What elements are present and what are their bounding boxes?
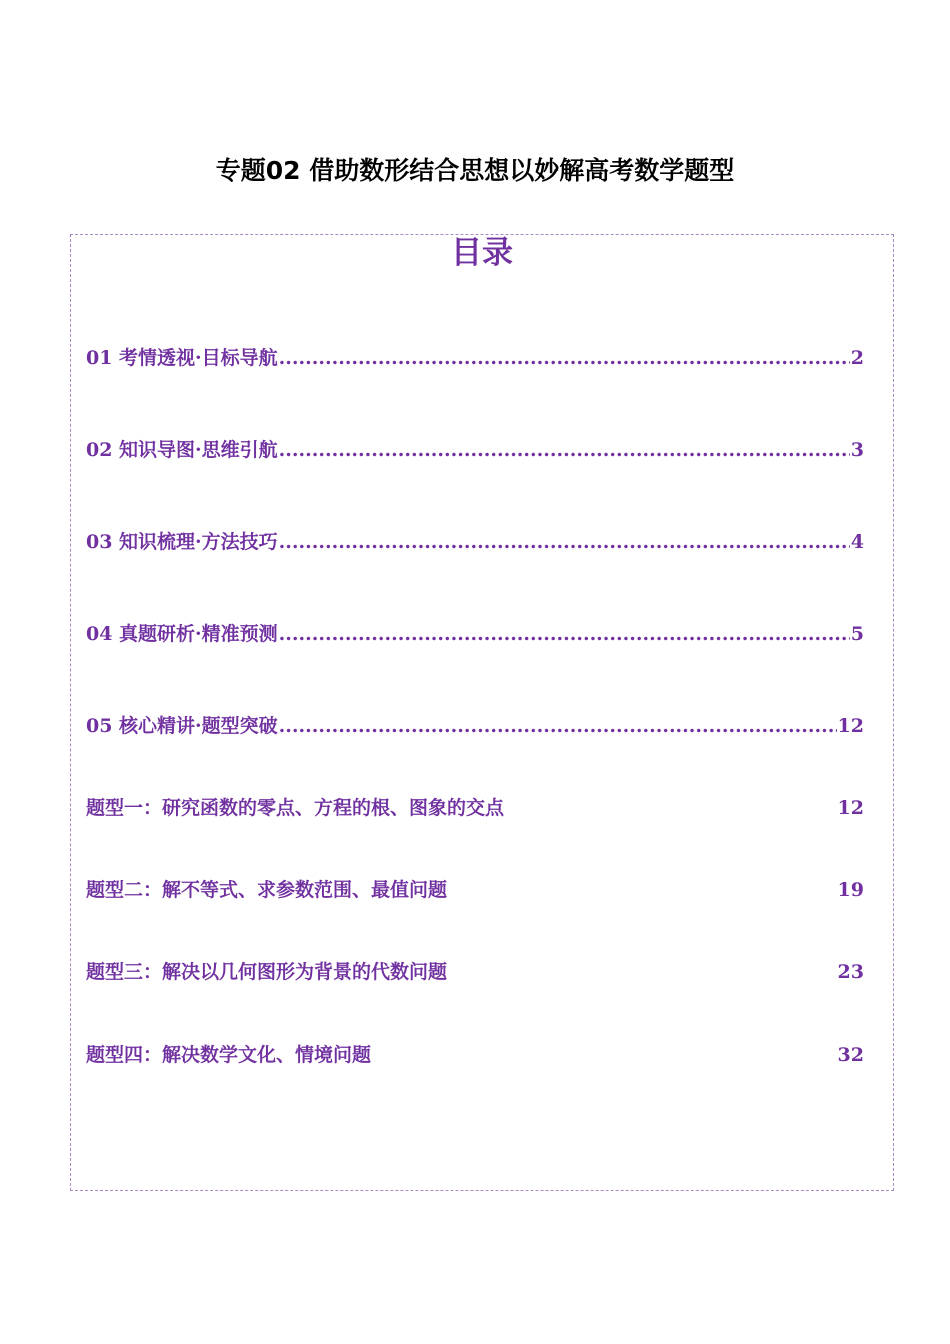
toc-entry-01[interactable]: [86, 344, 864, 372]
toc-entry-label: 题型二：解不等式、求参数范围、最值问题: [86, 879, 448, 901]
toc-entry-04[interactable]: [86, 620, 864, 648]
toc-leader-dots: [279, 436, 850, 464]
toc-leader-dots: [279, 620, 850, 648]
document-title: 专题02 借助数形结合思想以妙解高考数学题型: [215, 156, 735, 185]
toc-page-number: 19: [837, 879, 864, 901]
toc-page-number: 12: [837, 715, 864, 737]
toc-entry-label: 05 核心精讲·题型突破: [86, 715, 278, 737]
toc-page-number: 2: [850, 347, 864, 369]
toc-page-number: 32: [837, 1044, 864, 1066]
toc-entry-05[interactable]: [86, 712, 864, 740]
toc-entry-question-type-2[interactable]: [86, 876, 864, 904]
toc-entry-label: 03 知识梳理·方法技巧: [86, 531, 278, 553]
table-of-contents: [70, 234, 894, 1191]
toc-entry-label: 题型一：研究函数的零点、方程的根、图象的交点: [86, 797, 505, 819]
toc-entry-label: 02 知识导图·思维引航: [86, 439, 278, 461]
toc-entry-03[interactable]: [86, 528, 864, 556]
toc-leader-dots: [279, 528, 850, 556]
toc-entry-question-type-3[interactable]: [86, 958, 864, 986]
toc-entry-label: 01 考情透视·目标导航: [86, 347, 278, 369]
toc-page-number: 5: [850, 623, 864, 645]
toc-page-number: 23: [837, 961, 864, 983]
toc-entry-02[interactable]: [86, 436, 864, 464]
toc-page-number: 4: [850, 531, 864, 553]
toc-leader-dots: [279, 712, 837, 740]
toc-page-number: 3: [850, 439, 864, 461]
toc-page-number: 12: [837, 797, 864, 819]
toc-entry-label: 题型四：解决数学文化、情境问题: [86, 1044, 372, 1066]
toc-entry-label: 04 真题研析·精准预测: [86, 623, 278, 645]
toc-entry-label: 题型三：解决以几何图形为背景的代数问题: [86, 961, 448, 983]
toc-heading: 目录: [451, 235, 513, 271]
toc-entry-question-type-4[interactable]: [86, 1041, 864, 1069]
toc-entry-question-type-1[interactable]: [86, 794, 864, 822]
toc-leader-dots: [279, 344, 850, 372]
